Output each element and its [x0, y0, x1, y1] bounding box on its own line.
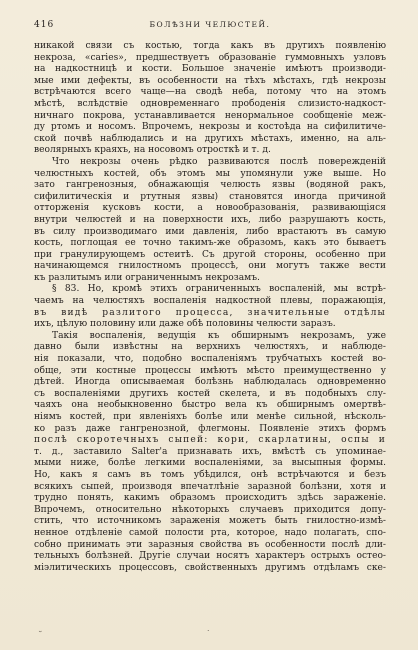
text-line: челюстныхъ костей, объ этомъ мы упомянули уже выше. Но [34, 168, 386, 179]
text-line: ненное отдѣленіе самой полости рта, которое, надо полагать, спо- [34, 527, 386, 538]
text-line: давно были извѣстны на верхнихъ челюстяхъ, и наблюде- [34, 342, 386, 353]
text-line: внутри челюстей и на поверхности ихъ, либо разрушаютъ кость, [34, 214, 386, 225]
text-line: зато гангренозныя, обнажающія челюсть язвы (водяной ракъ, [34, 180, 386, 191]
edge-mark: ˙ [206, 630, 211, 640]
text-line: мые ими дефекты, въ особенности на тѣхъ мѣстахъ, гдѣ некрозы [34, 75, 386, 86]
page-number: 416 [34, 20, 55, 30]
page-header [34, 20, 386, 34]
text-line: тельныхъ болѣзней. Другіе случаи носятъ характеръ острыхъ остео- [34, 551, 386, 562]
text-line: § 83. Но, кромѣ этихъ ограниченныхъ воспаленій, мы встрѣ- [52, 284, 386, 295]
text-line: въ видѣ разлитого процесса, значительные отдѣлы [34, 307, 386, 318]
body-text [34, 41, 386, 574]
text-line: трудно понять, какимъ образомъ происходитъ здѣсь зараженіе. [34, 493, 386, 504]
text-line: ской почвѣ наблюдались и на другихъ мѣстахъ, именно, на аль- [34, 133, 386, 144]
text-line: на надкостницѣ и кости. Большое значеніе имѣютъ производи- [34, 64, 386, 75]
text-line: собно принимать эти заразныя свойства въ особенности послѣ дли- [34, 539, 386, 550]
running-title: БОЛѢЗНИ ЧЕЛЮСТЕЙ. [149, 20, 271, 29]
text-line: нія показали, что, подобно воспаленіямъ трубчатыхъ костей во- [34, 354, 386, 365]
edge-mark: ˘ [38, 631, 43, 641]
text-line: въ силу производимаго ими давленія, либо врастаютъ въ самую [34, 226, 386, 237]
text-line: обще, эти костные процессы имѣютъ мѣсто преимущественно у [34, 365, 386, 376]
text-line: веолярныхъ краяхъ, на носовомъ отросткѣ и т. д. [34, 145, 271, 156]
text-line: ихъ, цѣлую половину или даже обѣ половины челюсти заразъ. [34, 319, 336, 330]
text-line: всякихъ сыпей, производя впечатлѣніе заразной болѣзни, хотя и [34, 481, 386, 492]
text-line: отторженія кусковъ кости, а новообразованія, развивающіяся [34, 203, 386, 214]
text-line: Что некрозы очень рѣдко развиваются послѣ повережденій [52, 156, 386, 167]
text-line: никакой связи съ костью, тогда какъ въ другихъ появленію [34, 41, 386, 51]
text-line: Такія воспаленія, ведущія къ обширнымъ некрозамъ, уже [52, 330, 386, 341]
text-line: послѣ скоротечныхъ сыпей: кори, скарлатины, оспы и [34, 435, 386, 446]
text-line: чаемъ на челюстяхъ воспаленія надкостной плевы, поражающія, [34, 296, 386, 307]
text-line: къ разлитымъ или ограниченнымъ некрозамъ. [34, 272, 260, 283]
text-line: дѣтей. Иногда описываемая болѣзнь наблюдалась одновременно [34, 377, 386, 388]
text-line: ко разъ даже гангренозной, флегмоны. Появленіе этихъ формъ [34, 423, 386, 434]
text-line: сифилитическія и ртутныя язвы) становятся иногда причиной [34, 191, 386, 202]
text-line: стить, что источникомъ зараженія можетъ быть гнилостно-измѣ- [34, 516, 386, 527]
text-line: ду ртомъ и носомъ. Впрочемъ, некрозы и костоѣда на сифилитиче- [34, 122, 386, 133]
text-line: мѣстѣ, вслѣдствіе одновременнаго прободенія слизисто-надкост- [34, 98, 386, 109]
text-line: ніямъ костей, при явленіяхъ болѣе или менѣе сильной, нѣсколь- [34, 412, 386, 422]
text-line: Но, какъ я самъ въ томъ убѣдился, онѣ встрѣчаются и безъ [34, 469, 386, 480]
text-line: т. д., заставило Salter'а признавать ихъ, вмѣстѣ съ упоминае- [34, 446, 386, 457]
text-line: міэлитическихъ процессовъ, свойственныхъ другимъ отдѣламъ ске- [34, 562, 386, 573]
text-line: кость, поглощая ее точно такимъ-же образомъ, какъ это бываетъ [34, 238, 386, 249]
text-line: некроза, «caries», предшествуетъ образованіе гуммовныхъ узловъ [34, 52, 386, 63]
text-line: ничнаго покрова, устанавливается ненормальное сообщеніе меж- [34, 110, 386, 121]
text-line: при гранулирующемъ остеитѣ. Съ другой стороны, особенно при [34, 249, 386, 260]
text-line: съ воспаленіями другихъ костей скелета, и въ подобныхъ слу- [34, 388, 386, 399]
text-line: чаяхъ она необыкновенно быстро вела къ обширнымъ омертвѣ- [34, 400, 386, 411]
text-line: начинающемся гнилостномъ процессѣ, они могутъ также вести [34, 261, 386, 272]
text-line: мыми ниже, болѣе легкими воспаленіями, за высыпныя формы. [34, 458, 386, 469]
text-line: встрѣчаются всего чаще—на сводѣ неба, потому что на этомъ [34, 87, 386, 98]
text-line: Впрочемъ, относительно нѣкоторыхъ случаевъ приходится допу- [34, 504, 386, 515]
